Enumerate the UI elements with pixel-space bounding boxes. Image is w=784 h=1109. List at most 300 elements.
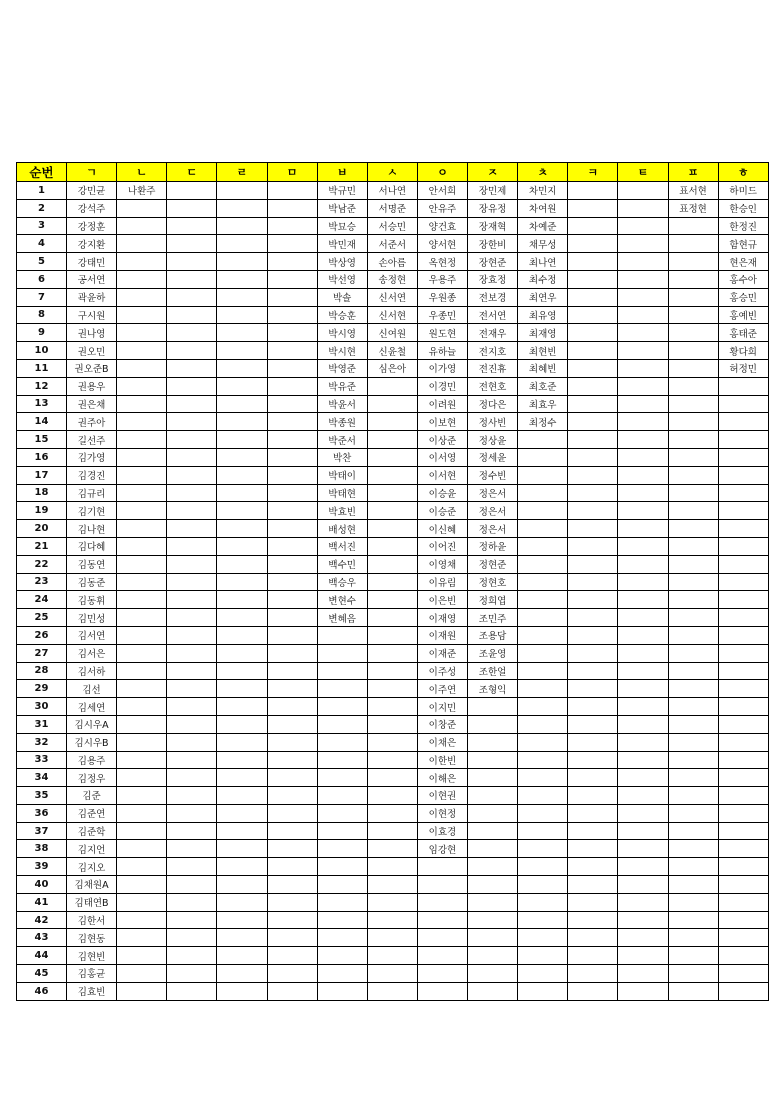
name-cell	[367, 644, 417, 662]
name-cell: 이재영	[417, 609, 467, 627]
name-cell	[568, 359, 618, 377]
name-cell	[367, 929, 417, 947]
name-cell: 안유주	[417, 199, 467, 217]
name-cell	[367, 911, 417, 929]
header-consonant: ㅍ	[668, 163, 718, 182]
name-cell	[267, 182, 317, 200]
name-cell	[417, 911, 467, 929]
name-cell	[267, 520, 317, 538]
name-cell	[167, 965, 217, 983]
name-cell	[718, 947, 768, 965]
name-cell	[668, 342, 718, 360]
name-cell	[117, 911, 167, 929]
name-cell	[568, 253, 618, 271]
name-cell: 전진휴	[468, 359, 518, 377]
name-cell: 조윤영	[468, 644, 518, 662]
name-cell	[267, 787, 317, 805]
name-cell	[117, 609, 167, 627]
name-cell	[367, 591, 417, 609]
name-cell	[618, 769, 668, 787]
name-cell	[217, 182, 267, 200]
name-cell	[718, 769, 768, 787]
name-cell	[167, 253, 217, 271]
name-cell: 김서하	[67, 662, 117, 680]
name-cell	[568, 377, 618, 395]
name-cell: 전지호	[468, 342, 518, 360]
table-row	[17, 555, 769, 573]
name-cell: 이상준	[417, 431, 467, 449]
name-cell	[518, 893, 568, 911]
name-cell	[568, 306, 618, 324]
name-cell	[668, 965, 718, 983]
name-cell	[718, 840, 768, 858]
name-cell	[718, 680, 768, 698]
name-cell: 이주성	[417, 662, 467, 680]
name-cell	[568, 466, 618, 484]
header-consonant: ㅌ	[618, 163, 668, 182]
name-cell	[417, 947, 467, 965]
name-cell	[117, 982, 167, 1000]
header-consonant: ㄴ	[117, 163, 167, 182]
name-cell: 곽윤하	[67, 288, 117, 306]
name-cell	[317, 662, 367, 680]
name-cell	[217, 342, 267, 360]
table-row	[17, 288, 769, 306]
name-cell	[618, 876, 668, 894]
name-cell	[117, 520, 167, 538]
row-number: 17	[17, 466, 67, 484]
name-cell	[167, 662, 217, 680]
name-cell	[217, 733, 267, 751]
name-cell	[618, 395, 668, 413]
table-row	[17, 929, 769, 947]
name-cell	[167, 769, 217, 787]
name-cell: 우원종	[417, 288, 467, 306]
row-number: 23	[17, 573, 67, 591]
name-cell	[568, 288, 618, 306]
row-number: 14	[17, 413, 67, 431]
header-number: 순번	[17, 163, 67, 182]
name-cell	[217, 573, 267, 591]
name-cell	[618, 502, 668, 520]
name-cell	[367, 573, 417, 591]
name-cell: 박찬	[317, 448, 367, 466]
name-cell: 신서연	[367, 288, 417, 306]
name-cell	[217, 947, 267, 965]
table-row	[17, 982, 769, 1000]
name-cell: 장현준	[468, 253, 518, 271]
name-cell: 김세연	[67, 698, 117, 716]
name-cell	[718, 395, 768, 413]
name-cell: 이현정	[417, 804, 467, 822]
name-cell	[367, 431, 417, 449]
name-cell: 차여원	[518, 199, 568, 217]
name-cell	[718, 413, 768, 431]
name-cell: 최나연	[518, 253, 568, 271]
table-row	[17, 395, 769, 413]
name-cell	[668, 929, 718, 947]
table-row	[17, 840, 769, 858]
table-row	[17, 448, 769, 466]
name-cell	[167, 466, 217, 484]
name-cell	[117, 342, 167, 360]
row-number: 40	[17, 876, 67, 894]
table-row	[17, 520, 769, 538]
name-cell	[718, 466, 768, 484]
name-cell	[668, 217, 718, 235]
name-cell	[568, 644, 618, 662]
name-cell	[217, 537, 267, 555]
name-cell	[167, 911, 217, 929]
row-number: 25	[17, 609, 67, 627]
name-cell	[718, 858, 768, 876]
name-cell	[367, 609, 417, 627]
table-row	[17, 199, 769, 217]
name-cell	[167, 324, 217, 342]
name-cell	[367, 840, 417, 858]
name-cell	[217, 520, 267, 538]
name-cell: 김기현	[67, 502, 117, 520]
name-cell: 권오민	[67, 342, 117, 360]
name-cell	[618, 965, 668, 983]
header-consonant: ㄱ	[67, 163, 117, 182]
name-cell: 이승윤	[417, 484, 467, 502]
name-cell	[568, 965, 618, 983]
name-cell: 이어진	[417, 537, 467, 555]
name-cell	[618, 947, 668, 965]
name-cell: 박규민	[317, 182, 367, 200]
name-cell: 최혜빈	[518, 359, 568, 377]
name-cell: 이서영	[417, 448, 467, 466]
name-cell: 권용우	[67, 377, 117, 395]
name-cell	[518, 698, 568, 716]
name-cell: 박태현	[317, 484, 367, 502]
name-cell	[668, 377, 718, 395]
name-cell	[267, 751, 317, 769]
name-cell	[217, 395, 267, 413]
table-row	[17, 502, 769, 520]
name-cell	[117, 377, 167, 395]
name-cell	[267, 893, 317, 911]
name-cell	[167, 715, 217, 733]
table-row	[17, 591, 769, 609]
name-cell	[618, 377, 668, 395]
name-cell	[468, 911, 518, 929]
name-cell	[217, 484, 267, 502]
name-cell	[267, 448, 317, 466]
name-cell: 전재우	[468, 324, 518, 342]
row-number: 42	[17, 911, 67, 929]
name-cell	[718, 733, 768, 751]
name-cell	[117, 199, 167, 217]
name-cell	[117, 804, 167, 822]
name-cell	[568, 520, 618, 538]
name-cell: 김현빈	[67, 947, 117, 965]
name-cell	[267, 858, 317, 876]
name-cell	[518, 626, 568, 644]
name-cell	[317, 965, 367, 983]
name-cell: 우용주	[417, 270, 467, 288]
name-cell	[568, 413, 618, 431]
name-cell: 김준연	[67, 804, 117, 822]
name-cell	[618, 680, 668, 698]
name-cell: 홍태준	[718, 324, 768, 342]
name-cell	[468, 982, 518, 1000]
name-cell	[167, 448, 217, 466]
name-cell	[317, 626, 367, 644]
table-row	[17, 769, 769, 787]
name-cell	[217, 288, 267, 306]
name-cell: 양건효	[417, 217, 467, 235]
name-cell	[568, 555, 618, 573]
name-cell	[367, 662, 417, 680]
name-cell	[618, 199, 668, 217]
name-cell	[718, 431, 768, 449]
name-cell: 정상윤	[468, 431, 518, 449]
name-cell: 김동준	[67, 573, 117, 591]
name-cell	[117, 644, 167, 662]
name-cell: 김지언	[67, 840, 117, 858]
name-cell	[267, 324, 317, 342]
name-cell	[718, 609, 768, 627]
name-cell	[468, 751, 518, 769]
name-cell: 정은서	[468, 520, 518, 538]
table-row	[17, 804, 769, 822]
name-cell: 김정우	[67, 769, 117, 787]
name-cell: 권은채	[67, 395, 117, 413]
header-consonant: ㅂ	[317, 163, 367, 182]
name-cell	[117, 431, 167, 449]
name-cell	[167, 199, 217, 217]
name-cell	[367, 947, 417, 965]
table-row	[17, 715, 769, 733]
name-cell	[267, 644, 317, 662]
name-cell	[468, 876, 518, 894]
name-cell	[167, 182, 217, 200]
name-cell	[618, 751, 668, 769]
name-cell	[167, 288, 217, 306]
name-cell	[618, 609, 668, 627]
name-cell	[417, 965, 467, 983]
name-cell	[568, 199, 618, 217]
name-cell	[267, 502, 317, 520]
name-cell: 김동휘	[67, 591, 117, 609]
name-cell	[568, 502, 618, 520]
name-cell	[618, 804, 668, 822]
name-cell	[217, 876, 267, 894]
name-cell	[468, 822, 518, 840]
table-row	[17, 876, 769, 894]
table-row	[17, 306, 769, 324]
name-cell: 장한비	[468, 235, 518, 253]
name-cell	[668, 520, 718, 538]
name-cell: 표서현	[668, 182, 718, 200]
name-cell	[167, 502, 217, 520]
name-cell	[317, 698, 367, 716]
name-cell	[367, 626, 417, 644]
row-number: 43	[17, 929, 67, 947]
name-cell: 정은서	[468, 484, 518, 502]
name-cell: 채무성	[518, 235, 568, 253]
name-cell	[267, 573, 317, 591]
name-cell	[217, 359, 267, 377]
roster-table	[16, 162, 769, 1001]
name-cell: 손아름	[367, 253, 417, 271]
name-cell	[618, 698, 668, 716]
name-cell	[618, 359, 668, 377]
name-cell	[568, 715, 618, 733]
name-cell	[618, 448, 668, 466]
name-cell	[668, 484, 718, 502]
name-cell	[267, 911, 317, 929]
name-cell	[718, 982, 768, 1000]
name-cell	[718, 644, 768, 662]
name-cell	[317, 769, 367, 787]
name-cell	[117, 359, 167, 377]
name-cell: 김동연	[67, 555, 117, 573]
name-cell: 정사빈	[468, 413, 518, 431]
name-cell	[267, 947, 317, 965]
name-cell	[668, 751, 718, 769]
row-number: 16	[17, 448, 67, 466]
table-row	[17, 573, 769, 591]
name-cell	[668, 324, 718, 342]
name-cell	[718, 591, 768, 609]
name-cell	[167, 431, 217, 449]
name-cell	[668, 359, 718, 377]
name-cell	[618, 235, 668, 253]
name-cell: 이신혜	[417, 520, 467, 538]
name-cell: 강석주	[67, 199, 117, 217]
name-cell	[217, 199, 267, 217]
name-cell	[267, 822, 317, 840]
name-cell	[117, 537, 167, 555]
table-row	[17, 733, 769, 751]
name-cell	[568, 217, 618, 235]
name-cell: 서승민	[367, 217, 417, 235]
name-cell	[367, 680, 417, 698]
name-cell: 현은재	[718, 253, 768, 271]
name-cell	[117, 680, 167, 698]
row-number: 30	[17, 698, 67, 716]
name-cell	[618, 644, 668, 662]
name-cell: 김선	[67, 680, 117, 698]
name-cell	[618, 662, 668, 680]
name-cell	[267, 484, 317, 502]
name-cell	[267, 377, 317, 395]
name-cell	[668, 573, 718, 591]
row-number: 20	[17, 520, 67, 538]
table-row	[17, 965, 769, 983]
name-cell: 이보현	[417, 413, 467, 431]
name-cell: 황다희	[718, 342, 768, 360]
name-cell	[217, 235, 267, 253]
name-cell	[217, 217, 267, 235]
name-cell: 이영채	[417, 555, 467, 573]
name-cell: 길선주	[67, 431, 117, 449]
name-cell: 장효정	[468, 270, 518, 288]
name-cell	[317, 644, 367, 662]
name-cell	[468, 858, 518, 876]
name-cell: 정다은	[468, 395, 518, 413]
name-cell	[618, 591, 668, 609]
name-cell: 허정민	[718, 359, 768, 377]
name-cell	[618, 306, 668, 324]
name-cell: 구시원	[67, 306, 117, 324]
name-cell	[217, 715, 267, 733]
row-number: 35	[17, 787, 67, 805]
name-cell	[518, 751, 568, 769]
name-cell	[217, 270, 267, 288]
name-cell	[117, 448, 167, 466]
name-cell	[618, 537, 668, 555]
name-cell	[317, 893, 367, 911]
name-cell	[468, 893, 518, 911]
name-cell	[618, 858, 668, 876]
name-cell: 이창준	[417, 715, 467, 733]
name-cell	[117, 555, 167, 573]
name-cell	[267, 769, 317, 787]
name-cell	[518, 591, 568, 609]
name-cell	[668, 431, 718, 449]
name-cell: 이효경	[417, 822, 467, 840]
name-cell: 김다혜	[67, 537, 117, 555]
name-cell	[668, 466, 718, 484]
name-cell: 강태민	[67, 253, 117, 271]
name-cell	[117, 270, 167, 288]
name-cell	[618, 413, 668, 431]
header-consonant: ㅎ	[718, 163, 768, 182]
name-cell	[317, 876, 367, 894]
name-cell	[217, 431, 267, 449]
name-cell	[417, 893, 467, 911]
name-cell	[167, 947, 217, 965]
name-cell	[117, 288, 167, 306]
name-cell	[568, 698, 618, 716]
name-cell	[718, 555, 768, 573]
name-cell: 김지오	[67, 858, 117, 876]
name-cell: 권오준B	[67, 359, 117, 377]
name-cell	[217, 982, 267, 1000]
name-cell: 서준서	[367, 235, 417, 253]
name-cell	[518, 537, 568, 555]
name-cell: 최호준	[518, 377, 568, 395]
name-cell	[518, 982, 568, 1000]
name-cell	[518, 662, 568, 680]
name-cell	[518, 947, 568, 965]
row-number: 29	[17, 680, 67, 698]
name-cell: 최효우	[518, 395, 568, 413]
name-cell	[367, 876, 417, 894]
name-cell	[568, 235, 618, 253]
name-cell	[167, 484, 217, 502]
name-cell	[568, 591, 618, 609]
name-cell: 강민균	[67, 182, 117, 200]
name-cell	[267, 431, 317, 449]
row-number: 39	[17, 858, 67, 876]
name-cell	[167, 573, 217, 591]
name-cell	[317, 715, 367, 733]
name-cell: 정세윤	[468, 448, 518, 466]
name-cell	[267, 270, 317, 288]
name-cell	[317, 787, 367, 805]
name-cell	[668, 982, 718, 1000]
name-cell	[668, 698, 718, 716]
table-row	[17, 609, 769, 627]
name-cell: 이려원	[417, 395, 467, 413]
name-cell	[568, 929, 618, 947]
row-number: 19	[17, 502, 67, 520]
